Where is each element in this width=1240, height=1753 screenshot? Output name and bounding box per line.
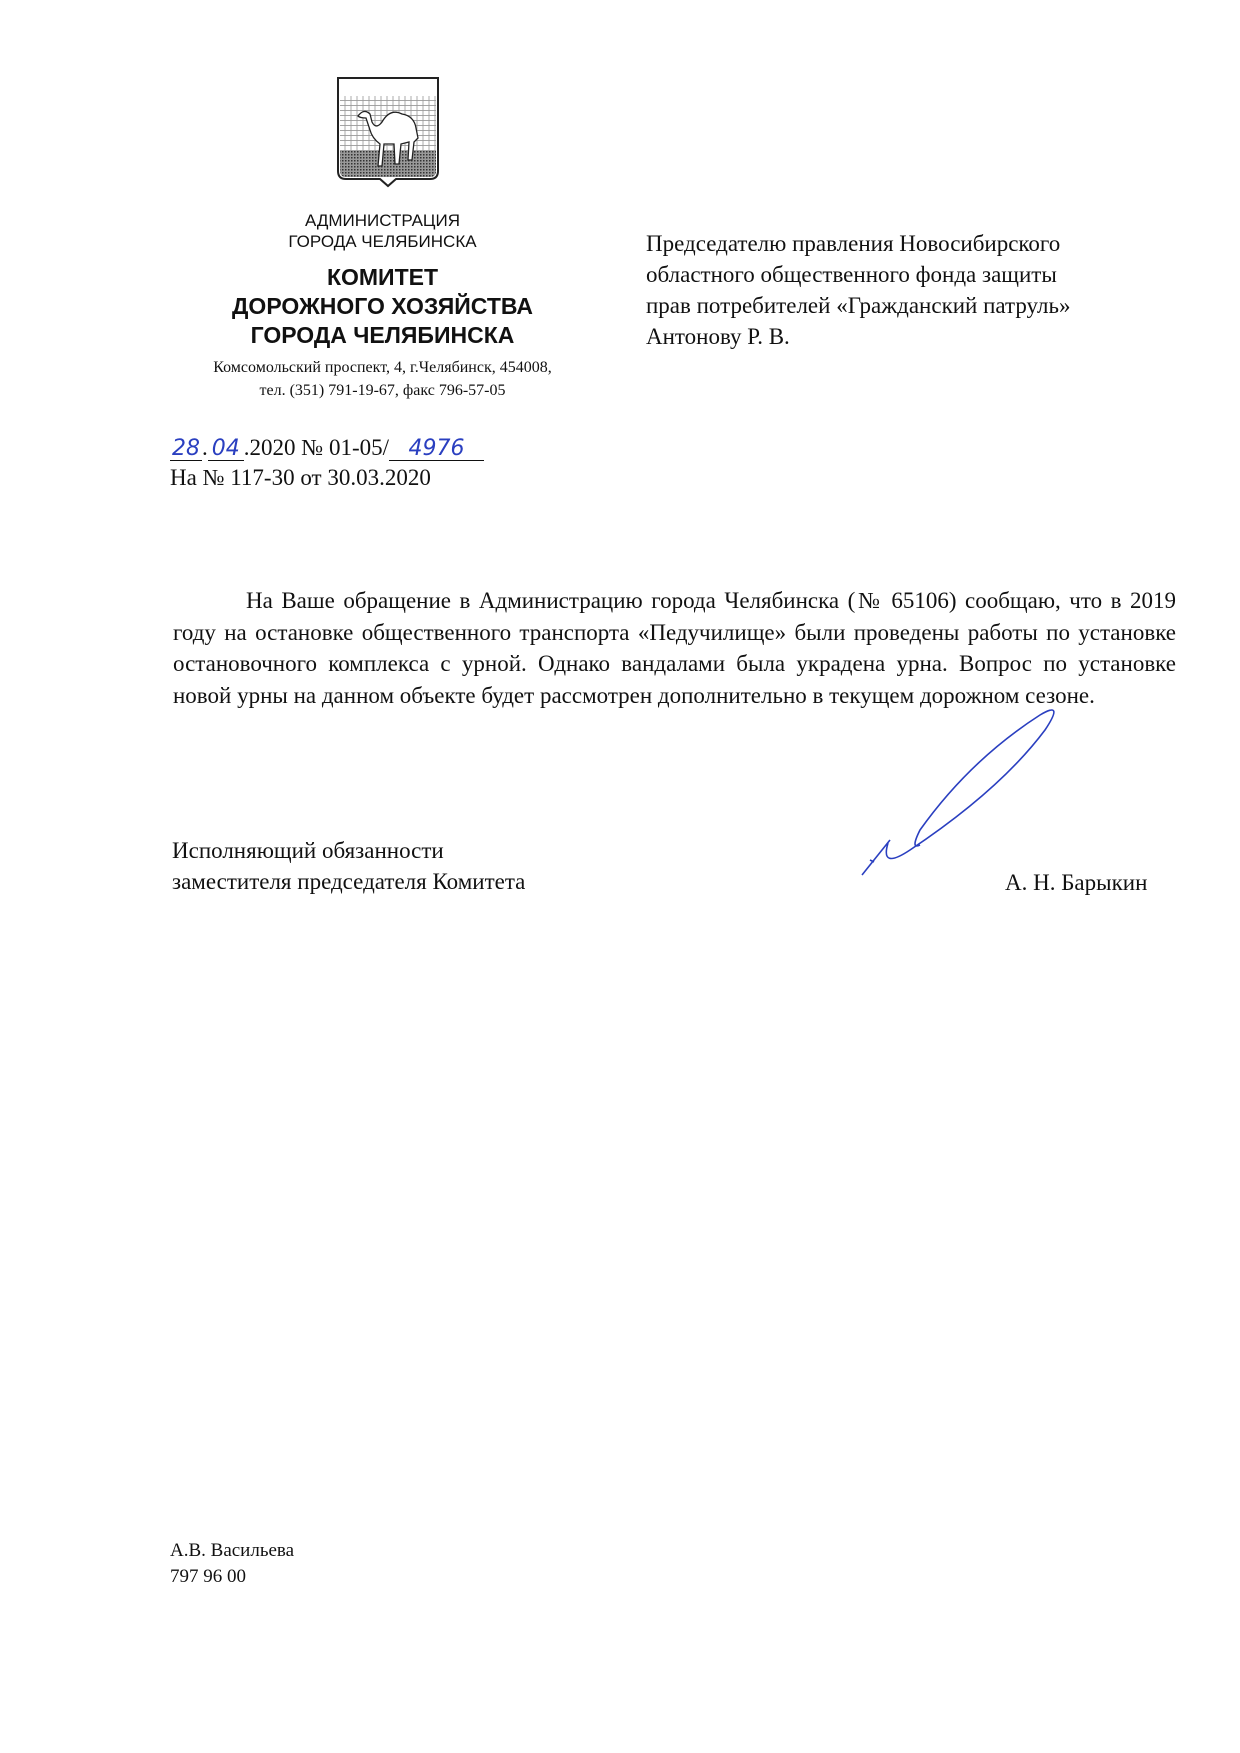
handwritten-signature [850,700,1070,885]
signatory-name: А. Н. Барыкин [1005,870,1148,895]
executor-info [170,1538,294,1590]
body-paragraph: На Ваше обращение в Администрацию города Челябинска (№ 65106) сообщаю, что в 2019 году на остановке общественного транспорта «Педучилище» были проведены работы по установке остановочного комплекса с урной. Однако вандалами была украдена урна. Вопрос по установке новой урны на данном объекте будет рассмотрен дополнительно в текущем дорожном сезоне. [173,588,1176,708]
signatory-position [172,835,525,897]
letter-body [173,585,1176,711]
outgoing-reference: 28. 04 .2020 № 01-05/ 4976 [170,432,484,463]
administration-name [180,210,585,252]
committee-name [180,263,585,350]
handwritten-month: 04 [208,438,244,461]
position-line-1: Исполняющий обязанности [172,838,444,863]
recipient-line: Председателю правления Новосибирского [646,231,1061,256]
committee-line-1: КОМИТЕТ [326,264,439,290]
handwritten-day: 28 [172,436,200,461]
recipient-line: прав потребителей «Гражданский патруль» [646,293,1071,318]
executor-name: А.В. Васильева [170,1540,295,1561]
coat-of-arms-emblem [336,76,440,188]
recipient-block [646,228,1071,352]
committee-line-2: ДОРОЖНОГО ХОЗЯЙСТВА [232,293,533,319]
address-line-1: Комсомольский проспект, 4, г.Челябинск, 454008, [213,359,552,376]
executor-phone: 797 96 00 [170,1566,246,1587]
date-and-number-prefix: .2020 № 01-05/ [243,435,389,460]
position-line-2: заместителя председателя Комитета [172,869,526,894]
admin-line-1: АДМИНИСТРАЦИЯ [304,211,460,230]
incoming-reference: На № 117-30 от 30.03.2020 [170,465,431,490]
recipient-line: Антонову Р. В. [646,324,790,349]
admin-line-2: ГОРОДА ЧЕЛЯБИНСКА [288,232,477,251]
committee-address [170,356,595,402]
handwritten-number: 4976 [389,438,484,461]
address-line-2: тел. (351) 791-19-67, факс 796-57-05 [259,382,506,399]
recipient-line: областного общественного фонда защиты [646,262,1057,287]
committee-line-3: ГОРОДА ЧЕЛЯБИНСКА [250,322,515,348]
